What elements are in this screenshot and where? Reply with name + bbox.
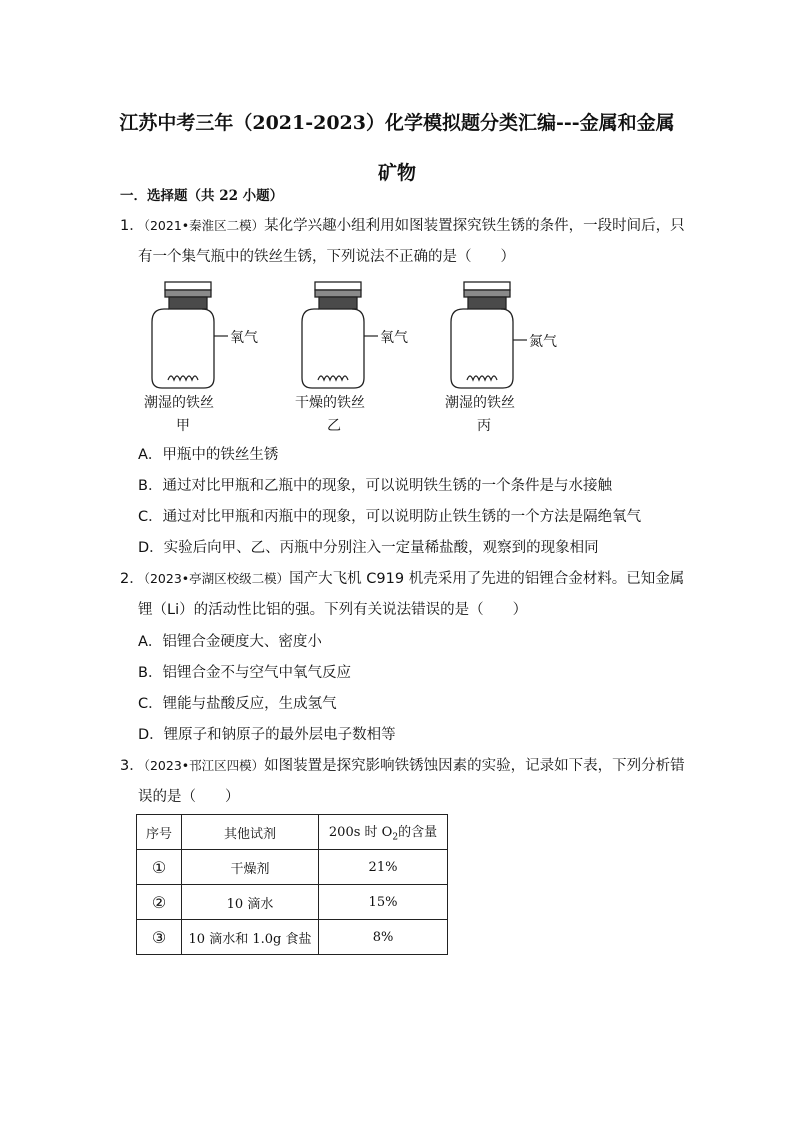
question-number: 2． [120,571,144,587]
table-header-row [137,815,448,850]
row-number: ② [137,885,182,920]
bottle-jia-name: 甲 [176,418,190,434]
question-source: （2023•邗江区四模） [143,758,265,773]
row-reagent: 干燥剂 [182,850,319,885]
question-text: 某化学兴趣小组利用如图装置探究铁生锈的条件，一段时间后，只 [264,218,685,234]
bottle-yi-wire-label: 干燥的铁丝 [295,395,365,411]
header-number: 序号 [137,815,182,850]
header-o2-suffix: 的含量 [398,825,438,841]
question-text: 国产大飞机 C919 机壳采用了先进的铝锂合金材料。已知金属 [289,571,685,587]
question-text: 如图装置是探究影响铁锈蚀因素的实验，记录如下表，下列分析错 [264,758,685,774]
question-number: 1． [120,218,144,234]
header-o2-subscript: 2 [392,832,399,843]
table-row [137,920,448,955]
question-1-line-2: 有一个集气瓶中的铁丝生锈，下列说法不正确的是（ ） [138,249,515,265]
table-row [137,885,448,920]
header-o2-prefix: 200s 时 O [328,825,393,841]
question-2-option-a: A．铝锂合金硬度大、密度小 [138,634,322,650]
question-2-option-c: C．锂能与盐酸反应，生成氢气 [138,696,337,712]
question-1-option-a: A．甲瓶中的铁丝生锈 [138,447,279,463]
rust-experiment-table [136,814,448,955]
question-2-option-b: B．铝锂合金不与空气中氧气反应 [138,665,351,681]
row-reagent: 10 滴水和 1.0g 食盐 [182,920,319,955]
bottle-bing [451,282,527,388]
row-number: ① [137,850,182,885]
bottle-jia-gas-label: 氧气 [230,330,258,346]
question-3-line-2: 误的是（ ） [138,789,240,805]
bottle-bing-gas-label: 氮气 [529,334,557,350]
question-1-option-c: C．通过对比甲瓶和丙瓶中的现象，可以说明防止铁生锈的一个方法是隔绝氧气 [138,509,642,525]
row-o2-value: 8% [319,920,448,955]
row-reagent: 10 滴水 [182,885,319,920]
table-row [137,850,448,885]
question-2-option-d: D．锂原子和钠原子的最外层电子数相等 [138,727,396,743]
question-number: 3． [120,758,144,774]
bottle-yi [302,282,378,388]
question-1-line-1 [120,216,685,236]
bottle-jia [152,282,228,388]
page-title [80,98,714,198]
question-3-line-1 [120,756,685,776]
bottle-jia-wire-label: 潮湿的铁丝 [144,395,214,411]
bottle-bing-wire-label: 潮湿的铁丝 [445,395,515,411]
bottle-yi-gas-label: 氧气 [380,330,408,346]
row-number: ③ [137,920,182,955]
question-source: （2023•亭湖区校级二模） [143,571,290,586]
row-o2-value: 15% [319,885,448,920]
iron-rust-experiment-figure [136,278,596,438]
bottle-yi-name: 乙 [327,418,341,434]
question-source: （2021•秦淮区二模） [143,218,265,233]
header-o2-content [319,815,448,850]
question-2-line-2: 锂（Li）的活动性比铝的强。下列有关说法错误的是（ ） [138,602,528,618]
bottles-illustration [136,278,596,398]
title-line-1: 江苏中考三年（2021-2023）化学模拟题分类汇编---金属和金属 [119,112,675,134]
question-2-line-1 [120,569,684,589]
row-o2-value: 21% [319,850,448,885]
question-1-option-d: D．实验后向甲、乙、丙瓶中分别注入一定量稀盐酸，观察到的现象相同 [138,540,599,556]
bottle-bing-name: 丙 [477,418,491,434]
question-1-option-b: B．通过对比甲瓶和乙瓶中的现象，可以说明铁生锈的一个条件是与水接触 [138,478,612,494]
title-line-2: 矿物 [377,162,416,184]
header-reagent: 其他试剂 [182,815,319,850]
section-heading: 一．选择题（共 22 小题） [120,188,284,204]
